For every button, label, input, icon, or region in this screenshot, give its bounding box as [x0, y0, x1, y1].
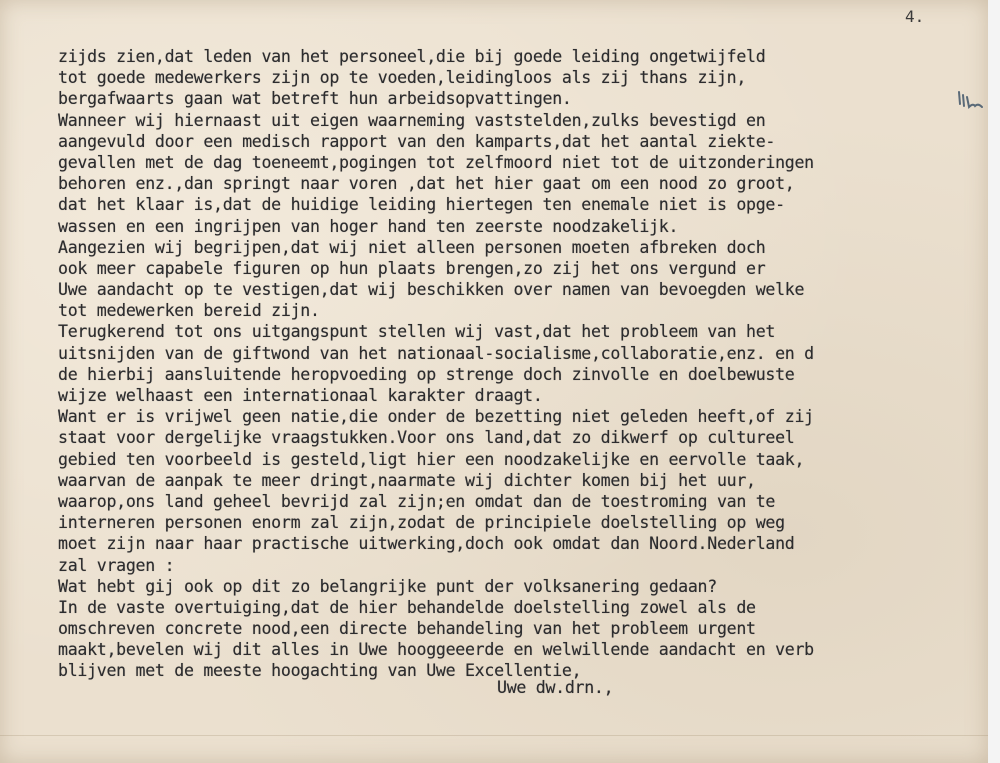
text-line: aangevuld door een medisch rapport van den kamparts,dat het aantal ziekte- — [58, 131, 776, 151]
closing-salutation: Uwe dw.drn., — [497, 678, 614, 697]
text-line: uitsnijden van de giftwond van het nationaal-socialisme,collaboratie,enz. en d — [58, 343, 814, 363]
paper-fold — [0, 735, 988, 736]
page-number: 4. — [905, 7, 925, 26]
text-line: Aangezien wij begrijpen,dat wij niet alleen personen moeten afbreken doch — [58, 237, 766, 257]
text-line: ook meer capabele figuren op hun plaats brengen,zo zij het ons vergund er — [58, 258, 766, 278]
scan-margin — [988, 0, 1000, 763]
text-line: tot medewerken bereid zijn. — [58, 301, 320, 321]
text-line: maakt,bevelen wij dit alles in Uwe hooggeeerde en welwillende aandacht en verb — [58, 640, 814, 660]
text-line: wassen en een ingrijpen van hoger hand ten zeerste noodzakelijk. — [58, 216, 679, 236]
text-line: gevallen met de dag toeneemt,pogingen tot zelfmoord niet tot de uitzonderingen — [58, 152, 814, 172]
text-line: Uwe aandacht op te vestigen,dat wij beschikken over namen van bevoegden welke — [58, 280, 805, 300]
text-line: waarvan de aanpak te meer dringt,naarmate wij dichter komen bij het uur, — [58, 470, 756, 490]
text-line: gebied ten voorbeeld is gesteld,ligt hier een noodzakelijke en eervolle taak, — [58, 449, 805, 469]
text-line: interneren personen enorm zal zijn,zodat de principiele doelstelling op weg — [58, 513, 785, 533]
text-line: de hierbij aansluitende heropvoeding op strenge doch zinvolle en doelbewuste — [58, 364, 795, 384]
text-line: wijze welhaast een internationaal karakter draagt. — [58, 386, 543, 405]
text-line: staat voor dergelijke vraagstukken.Voor ons land,dat zo dikwerf op cultureel — [58, 428, 795, 448]
text-line: bergafwaarts gaan wat betreft hun arbeidsopvattingen. — [58, 89, 572, 109]
text-line: In de vaste overtuiging,dat de hier behandelde doelstelling zowel als de — [58, 597, 756, 617]
letter-body — [58, 46, 814, 682]
text-line: blijven met de meeste hoogachting van Uwe Excellentie, — [58, 661, 582, 681]
text-line: Want er is vrijwel geen natie,die onder de bezetting niet geleden heeft,of zij — [58, 407, 814, 427]
text-line: moet zijn naar haar practische uitwerking,doch ook omdat dan Noord.Nederland — [58, 534, 795, 554]
text-line: omschreven concrete nood,een directe behandeling van het probleem urgent — [58, 619, 756, 639]
text-line: waarop,ons land geheel bevrijd zal zijn;en omdat dan de toestroming van te — [58, 491, 776, 511]
text-line: zal vragen : — [58, 555, 175, 575]
text-line: tot goede medewerkers zijn op te voeden,leidingloos als zij thans zijn, — [58, 68, 747, 88]
text-line: behoren enz.,dan springt naar voren ,dat het hier gaat om een nood zo groot, — [58, 174, 795, 194]
text-line: dat het klaar is,dat de huidige leiding hiertegen ten enemale niet is opge- — [58, 195, 785, 215]
text-line: Terugkerend tot ons uitgangspunt stellen wij vast,dat het probleem van het — [58, 322, 776, 342]
text-line: zijds zien,dat leden van het personeel,die bij goede leiding ongetwijfeld — [58, 47, 766, 66]
pencil-mark-icon — [956, 86, 988, 112]
text-line: Wat hebt gij ook op dit zo belangrijke punt der volksanering gedaan? — [58, 576, 717, 596]
text-line: Wanneer wij hiernaast uit eigen waarneming vaststelden,zulks bevestigd en — [58, 110, 766, 130]
